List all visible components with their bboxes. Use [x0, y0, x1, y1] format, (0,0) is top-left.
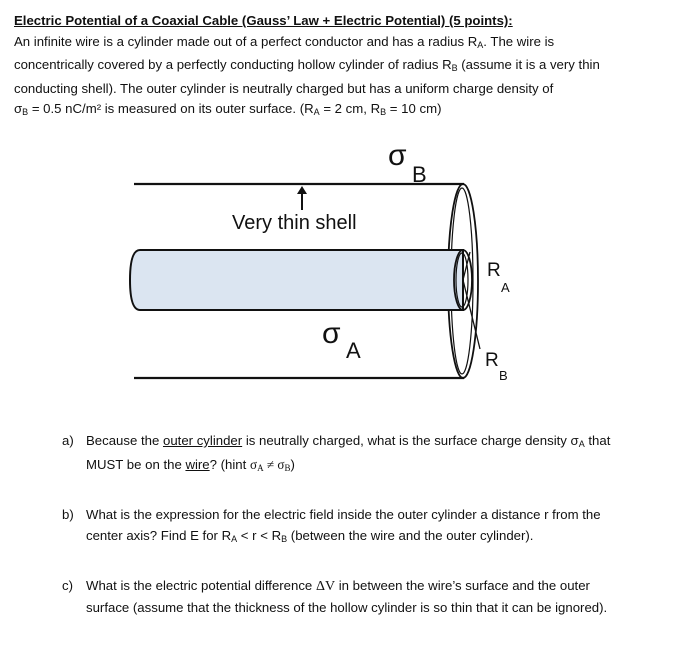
- question-b-body: [86, 505, 662, 549]
- intro-sub-a: A: [477, 39, 484, 50]
- ra-label-sub: A: [501, 280, 510, 295]
- hint-neq: ≠: [263, 456, 278, 472]
- question-a-text-mid2: that: [584, 433, 611, 448]
- question-a-line2-post: ? (hint: [209, 456, 250, 472]
- question-c: [62, 576, 662, 618]
- question-b-line2-pre: center axis? Find E for R: [86, 527, 232, 543]
- question-b: [62, 505, 662, 549]
- shell-arrow-head: [297, 186, 307, 194]
- question-a-text-mid: is neutrally charged, what is the surface charge density σ: [242, 433, 579, 448]
- ra-value: = 2 cm, R: [319, 101, 381, 116]
- question-a-text-pre: Because the: [86, 433, 163, 448]
- intro-line-1-end: . The wire is: [483, 33, 555, 49]
- question-c-line1-post: in between the wire’s surface and the outer: [335, 578, 590, 593]
- outer-cylinder-term: outer cylinder: [162, 433, 243, 448]
- hint-sigma-a: σ: [249, 456, 258, 472]
- intro-line-3: conducting shell). The outer cylinder is neutrally charged but has a uniform charge density of: [14, 80, 554, 96]
- sigma-b-label: σ: [388, 139, 407, 172]
- question-b-sub-a: A: [231, 533, 238, 544]
- rb-given-sub: B: [380, 107, 387, 117]
- question-c-letter: c): [62, 578, 73, 593]
- shell-label: Very thin shell: [232, 212, 357, 234]
- question-a-line2-pre: MUST be on the: [86, 456, 186, 472]
- sigma-b-given: σ: [14, 101, 23, 116]
- intro-line-2: concentrically covered by a perfectly conducting hollow cylinder of radius R: [14, 57, 452, 72]
- sigma-a-label: σ: [322, 317, 341, 350]
- wire-term: wire: [185, 456, 210, 472]
- hint-close: ): [290, 456, 295, 472]
- ra-label: R: [487, 260, 501, 281]
- sigma-a-label-sub: A: [346, 338, 361, 363]
- question-a-letter: a): [62, 433, 74, 448]
- delta-v-symbol: ΔV: [315, 579, 336, 594]
- question-c-line2: surface (assume that the thickness of the hollow cylinder is so thin that it can be ignored).: [86, 599, 608, 615]
- sigma-b-given-sub: B: [22, 107, 29, 117]
- question-b-letter: b): [62, 507, 74, 522]
- wire-body: [130, 250, 463, 310]
- question-b-line2-mid: < r < R: [237, 527, 282, 543]
- hint-sub-a: A: [257, 462, 264, 473]
- sigma-b-label-sub: B: [412, 162, 427, 187]
- question-c-line1-pre: What is the electric potential difference: [86, 578, 316, 593]
- rb-value: = 10 cm): [386, 101, 442, 116]
- intro-sub-b: B: [451, 63, 458, 73]
- question-a-body: [86, 431, 662, 478]
- ra-given-sub: A: [313, 107, 320, 117]
- hint-sub-b: B: [284, 462, 291, 473]
- rb-label-sub: B: [499, 368, 508, 383]
- question-a-sub: A: [578, 439, 585, 449]
- questions-list: [62, 431, 662, 645]
- hint-sigma-b: σ: [277, 456, 285, 472]
- sigma-b-value: = 0.5 nC/m² is measured on its outer surface. (R: [28, 101, 314, 116]
- question-b-sub-b: B: [281, 533, 288, 544]
- intro-line-1: An infinite wire is a cylinder made out of a perfect conductor and has a radius R: [14, 33, 478, 49]
- question-c-body: [86, 576, 662, 618]
- question-b-line1: What is the expression for the electric field inside the outer cylinder a distance r from the: [86, 507, 601, 522]
- radius-a-line: [463, 252, 470, 280]
- problem-title: Electric Potential of a Coaxial Cable (Gauss’ Law + Electric Potential) (5 points):: [14, 13, 513, 28]
- question-b-line2-post: (between the wire and the outer cylinder).: [287, 527, 534, 543]
- intro-line-2-end: (assume it is a very thin: [457, 57, 600, 72]
- question-a: [62, 431, 662, 478]
- rb-label: R: [485, 350, 499, 371]
